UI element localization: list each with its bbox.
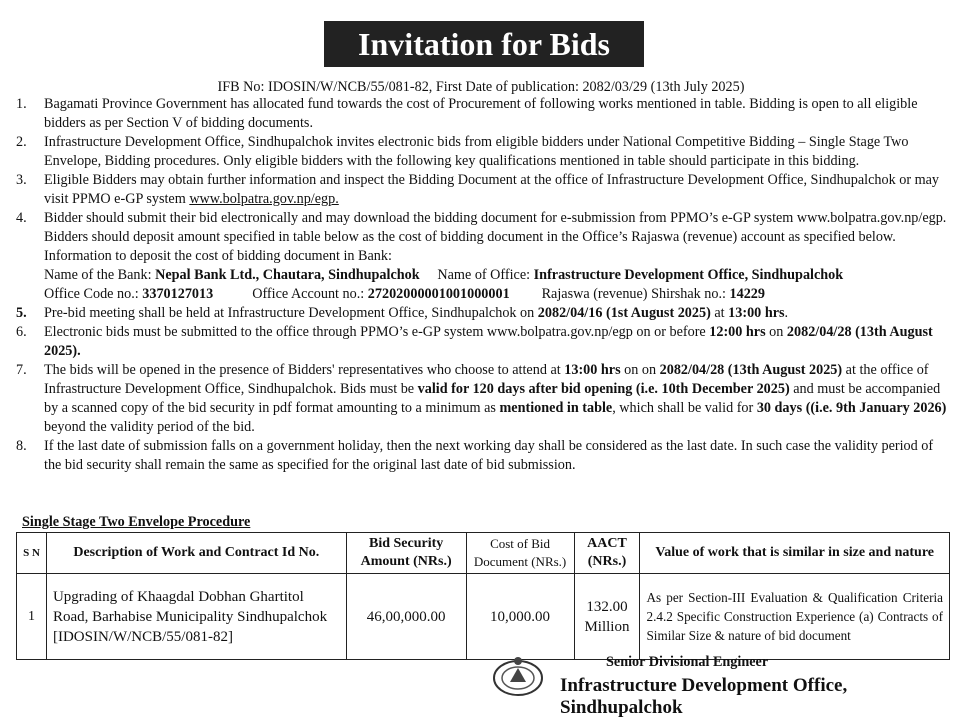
bid-table bbox=[16, 532, 950, 660]
item-number: 5. bbox=[16, 305, 27, 321]
header-similar-work: Value of work that is similar in size and nature bbox=[640, 533, 950, 574]
government-emblem-icon bbox=[490, 654, 546, 698]
item-text: beyond the validity period of the bid. bbox=[44, 419, 255, 435]
item-text: The bids will be opened in the presence of Bidders' representatives who choose to attend at bbox=[44, 362, 561, 378]
page-title: Invitation for Bids bbox=[324, 21, 644, 67]
validity: valid for 120 days after bid opening (i.e. 10th December 2025) bbox=[417, 381, 790, 397]
table-ref: mentioned in table bbox=[499, 400, 613, 416]
office-name: Infrastructure Development Office, Sindhupalchok bbox=[533, 267, 844, 283]
bank-label: Name of the Bank: bbox=[44, 267, 152, 283]
header-sn: S N bbox=[17, 533, 47, 574]
item-text: , which shall be valid for bbox=[612, 400, 754, 416]
cell-sn: 1 bbox=[17, 574, 47, 660]
item-7 bbox=[16, 361, 952, 437]
item-8 bbox=[16, 437, 952, 475]
bank-name: Nepal Bank Ltd., Chautara, Sindhupalchok bbox=[155, 267, 420, 283]
prebid-date: 2082/04/16 (1st August 2025) bbox=[537, 305, 711, 321]
item-text: at the office of Infrastructure Development Office, Sindhupalchok. Bids must be bbox=[44, 362, 929, 397]
item-number: 3. bbox=[16, 172, 27, 188]
item-2 bbox=[16, 133, 952, 171]
item-text: Bidder should submit their bid electronically and may download the bidding document for e-submission from PPMO’s e-GP system www.bolpatra.gov.np/egp. Bidders should deposit amount specified in table below as the cost of bidding document in the Office’s Rajaswa (revenue) account as specified below. Information to deposit the cost of bidding document in Bank: bbox=[44, 210, 947, 264]
item-number: 8. bbox=[16, 438, 27, 454]
ifb-line: IFB No: IDOSIN/W/NCB/55/081-82, First Date of publication: 2082/03/29 (13th July 2025) bbox=[217, 79, 745, 95]
item-number: 2. bbox=[16, 134, 27, 150]
cell-cost: 10,000.00 bbox=[466, 574, 574, 660]
item-text: Pre-bid meeting shall be held at Infrastructure Development Office, Sindhupalchok on bbox=[44, 305, 535, 321]
item-number: 4. bbox=[16, 210, 27, 226]
shirshak-label: Rajaswa (revenue) Shirshak no.: bbox=[541, 286, 726, 302]
opening-date: 2082/04/28 (13th August 2025) bbox=[659, 362, 843, 378]
header-bid-security: Bid Security Amount (NRs.) bbox=[346, 533, 466, 574]
item-4 bbox=[16, 209, 952, 304]
item-number: 1. bbox=[16, 96, 27, 112]
item-number: 6. bbox=[16, 324, 27, 340]
cell-similar-work: As per Section-III Evaluation & Qualification Criteria 2.4.2 Specific Construction Experience (a) Contracts of Similar Size & nature of bid document bbox=[640, 574, 950, 660]
item-text: Electronic bids must be submitted to the office through PPMO’s e-GP system www.bolpatra.gov.np/egp on or before bbox=[44, 324, 706, 340]
office-code: 3370127013 bbox=[142, 286, 214, 302]
cell-description: Upgrading of Khaagdal Dobhan Ghartitol Road, Barhabise Municipality Sindhupalchok [IDOSIN/W/NCB/55/081-82] bbox=[46, 574, 346, 660]
submission-date: 2082/04/28 (13th August 2025). bbox=[44, 324, 933, 359]
item-text: on on bbox=[624, 362, 657, 378]
items-list bbox=[16, 95, 952, 475]
submission-time: 12:00 hrs bbox=[709, 324, 766, 340]
prebid-time: 13:00 hrs bbox=[728, 305, 785, 321]
item-text: . bbox=[784, 305, 789, 321]
office-label: Name of Office: bbox=[437, 267, 531, 283]
section-title: Single Stage Two Envelope Procedure bbox=[22, 514, 251, 530]
cell-aact: 132.00 Million bbox=[574, 574, 640, 660]
cell-bid-security: 46,00,000.00 bbox=[346, 574, 466, 660]
item-text: If the last date of submission falls on a government holiday, then the next working day shall be considered as the last date. In such case the validity period of the bid security shall remain the same as specified for the original last date of bid submission. bbox=[44, 438, 934, 473]
item-6 bbox=[16, 323, 952, 361]
item-text: at bbox=[714, 305, 725, 321]
item-text: Bagamati Province Government has allocated fund towards the cost of Procurement of following works mentioned in table. Bidding is open to all eligible bidders as per Section V of bidding documents. bbox=[44, 96, 918, 131]
item-1 bbox=[16, 95, 952, 133]
bank-line-2 bbox=[44, 285, 952, 304]
account-label: Office Account no.: bbox=[252, 286, 365, 302]
code-label: Office Code no.: bbox=[44, 286, 139, 302]
header-cost: Cost of Bid Document (NRs.) bbox=[466, 533, 574, 574]
item-3 bbox=[16, 171, 952, 209]
security-validity: 30 days ((i.e. 9th January 2026) bbox=[756, 400, 947, 416]
item-text: on bbox=[769, 324, 784, 340]
office-account: 27202000001001000001 bbox=[367, 286, 510, 302]
table-row bbox=[17, 574, 950, 660]
table-header-row bbox=[17, 533, 950, 574]
header-aact: AACT (NRs.) bbox=[574, 533, 640, 574]
item-text: Infrastructure Development Office, Sindhupalchok invites electronic bids from eligible bidders under National Competitive Bidding – Single Stage Two Envelope, Bidding procedures. Only eligible bidders with the following key qualifications mentioned in table should participate in this bidding. bbox=[44, 134, 909, 169]
item-text: Eligible Bidders may obtain further information and inspect the Bidding Document at the office of Infrastructure Development Office, Sindhupalchok or may visit PPMO e-GP system bbox=[44, 172, 940, 207]
footer-designation: Senior Divisional Engineer bbox=[606, 654, 769, 670]
shirshak-no: 14229 bbox=[729, 286, 765, 302]
footer-office: Infrastructure Development Office, Sindhupalchok bbox=[560, 675, 848, 718]
header-description: Description of Work and Contract Id No. bbox=[46, 533, 346, 574]
egp-link[interactable]: www.bolpatra.gov.np/egp. bbox=[189, 191, 339, 207]
item-text: and must be accompanied by a scanned copy of the bid security in pdf format amounting to a minimum as bbox=[44, 381, 941, 416]
opening-time: 13:00 hrs bbox=[564, 362, 621, 378]
item-5 bbox=[16, 304, 952, 323]
bank-line-1 bbox=[44, 266, 952, 285]
item-number: 7. bbox=[16, 362, 27, 378]
